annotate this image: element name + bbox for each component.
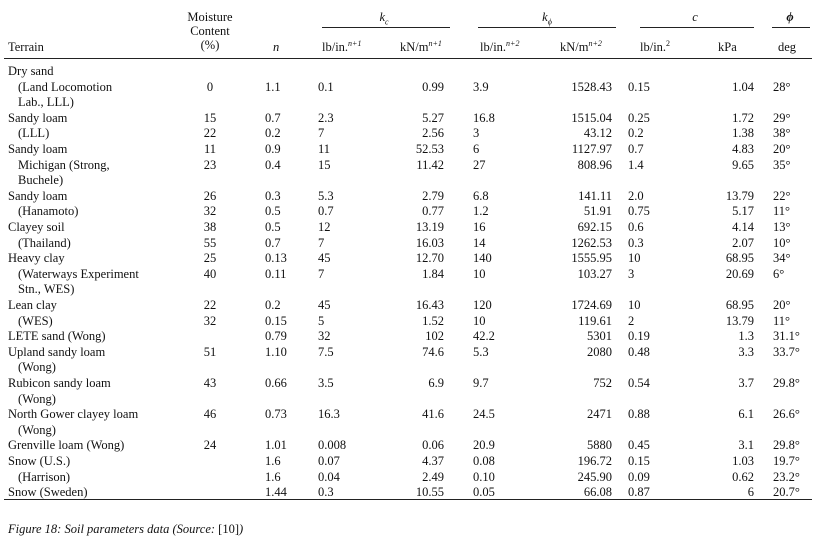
kphi-lb-cell: 0.10: [473, 469, 495, 484]
header-kphi-k: k: [542, 10, 548, 24]
unit-base: lb/in.: [640, 40, 667, 54]
terrain-cell: (Wong): [18, 391, 56, 406]
kc-lb-cell: 0.1: [318, 79, 334, 94]
phi-cell: 20°: [773, 298, 791, 312]
c-lb-cell: 10: [628, 251, 641, 266]
moisture-cell: 55: [203, 235, 217, 250]
c-kpa-cell: 13.79: [725, 313, 754, 328]
header-kphi-unit-lb: [480, 40, 519, 54]
caption-text: Figure 18: Soil parameters data (Source:: [8, 522, 219, 536]
header-n: n: [273, 40, 280, 54]
header-kc-unit-kn: [400, 40, 442, 54]
kc-kn-cell: 4.37: [422, 454, 444, 468]
c-lb-cell: 0.7: [628, 142, 644, 156]
terrain-cell: Clayey soil: [8, 220, 65, 234]
table-row: [0, 469, 814, 485]
c-lb-cell: 2.0: [628, 188, 644, 203]
c-lb-cell: 0.6: [628, 220, 644, 234]
moisture-cell: 25: [203, 251, 217, 266]
phi-cell: 13°: [773, 220, 791, 234]
kphi-kn-cell: 2471: [587, 407, 612, 422]
c-kpa-cell: 3.1: [738, 438, 754, 453]
c-lb-cell: 0.54: [628, 376, 650, 390]
kc-lb-cell: 0.008: [318, 438, 347, 453]
table-row: [0, 188, 814, 204]
kc-lb-cell: 5: [318, 313, 325, 328]
unit-sup: n+1: [428, 38, 442, 48]
phi-cell: 11°: [773, 204, 791, 219]
kc-kn-cell: 0.06: [422, 438, 444, 453]
n-cell: 0.5: [265, 220, 281, 234]
c-kpa-cell: 13.79: [725, 188, 754, 203]
n-cell: 0.7: [265, 235, 281, 250]
phi-cell: 28°: [773, 79, 791, 94]
header-c-unit-lb: [640, 40, 670, 54]
c-lb-cell: 0.25: [628, 110, 650, 125]
kc-lb-cell: 16.3: [318, 407, 340, 422]
kc-lb-cell: 12: [318, 220, 331, 234]
unit-base: lb/in.: [322, 40, 349, 54]
header-phi: ϕ: [786, 10, 794, 24]
unit-sup: n+1: [348, 38, 362, 48]
n-cell: 0.5: [265, 204, 281, 219]
kphi-lb-cell: 14: [473, 235, 486, 250]
table-row: [0, 328, 814, 344]
table-row: [0, 484, 814, 500]
header-c-unit-kpa: kPa: [718, 40, 737, 54]
kphi-lb-cell: 3.9: [473, 79, 489, 94]
kphi-kn-cell: 808.96: [577, 157, 612, 172]
terrain-cell: (Land Locomotion: [18, 79, 113, 94]
terrain-cell: Snow (Sweden): [8, 485, 88, 500]
n-cell: 0.2: [265, 126, 281, 141]
kc-lb-cell: 0.3: [318, 485, 334, 500]
c-kpa-cell: 68.95: [725, 298, 754, 312]
kphi-kn-cell: 245.90: [577, 469, 612, 484]
c-kpa-cell: 6.1: [738, 407, 754, 422]
moisture-cell: 32: [203, 204, 217, 219]
n-cell: 1.10: [265, 344, 287, 359]
moisture-cell: 26: [203, 188, 217, 203]
kc-lb-cell: 45: [318, 298, 331, 312]
c-kpa-cell: 6: [747, 485, 754, 500]
phi-cell: 29.8°: [773, 438, 800, 453]
c-lb-cell: 0.88: [628, 407, 650, 422]
kphi-lb-cell: 3: [473, 126, 480, 141]
kc-kn-cell: 16.03: [415, 235, 444, 250]
kphi-kn-cell: 1528.43: [571, 79, 612, 94]
moisture-cell: 46: [203, 407, 217, 422]
phi-cell: 35°: [773, 157, 791, 172]
c-kpa-cell: 1.72: [732, 110, 754, 125]
table-row: [0, 172, 814, 188]
figure-caption: [8, 522, 243, 537]
n-cell: 0.2: [265, 298, 281, 312]
n-cell: 0.13: [265, 251, 287, 266]
kc-lb-cell: 3.5: [318, 376, 334, 390]
kphi-kn-cell: 103.27: [577, 266, 612, 281]
kc-lb-cell: 7.5: [318, 344, 334, 359]
kphi-kn-cell: 51.91: [583, 204, 612, 219]
kphi-kn-cell: 196.72: [577, 454, 612, 468]
c-kpa-cell: 1.04: [732, 79, 754, 94]
c-lb-cell: 0.48: [628, 344, 650, 359]
terrain-cell: (Wong): [18, 422, 56, 437]
table-row: [0, 235, 814, 251]
kphi-kn-cell: 1724.69: [571, 298, 612, 312]
kc-kn-cell: 0.99: [422, 79, 444, 94]
kphi-lb-cell: 140: [473, 251, 492, 266]
terrain-cell: Lab., LLL): [18, 95, 74, 110]
phi-cell: 31.1°: [773, 329, 800, 344]
kphi-kn-cell: 752: [593, 376, 612, 390]
phi-cell: 29.8°: [773, 376, 800, 390]
header-kphi-unit-kn: [560, 40, 602, 54]
kphi-kn-cell: 1515.04: [571, 110, 612, 125]
n-cell: 0.73: [265, 407, 287, 422]
c-kpa-cell: 4.14: [732, 220, 754, 234]
kphi-lb-cell: 120: [473, 298, 492, 312]
kphi-lb-cell: 27: [473, 157, 486, 172]
caption-reference: [10]: [218, 522, 239, 536]
header-kc-sub: c: [385, 17, 389, 27]
kphi-lb-cell: 0.05: [473, 485, 495, 500]
table-row: [0, 453, 814, 469]
kphi-kn-cell: 43.12: [583, 126, 612, 141]
c-lb-cell: 0.87: [628, 485, 650, 500]
kc-lb-cell: 0.04: [318, 469, 340, 484]
n-cell: 0.11: [265, 266, 287, 281]
kphi-kn-cell: 5301: [587, 329, 612, 344]
rule-table-bottom: [4, 499, 812, 500]
kc-kn-cell: 6.9: [428, 376, 444, 390]
rule-header-bottom: [4, 58, 812, 59]
header-c: c: [692, 10, 698, 24]
header-moisture-content: [178, 10, 242, 52]
phi-cell: 34°: [773, 251, 791, 266]
kphi-kn-cell: 1555.95: [571, 251, 612, 266]
phi-cell: 10°: [773, 235, 791, 250]
n-cell: 0.9: [265, 142, 281, 156]
moisture-cell: 40: [203, 266, 217, 281]
kc-lb-cell: 32: [318, 329, 331, 344]
kc-kn-cell: 52.53: [415, 142, 444, 156]
table-row: [0, 281, 814, 297]
kphi-lb-cell: 42.2: [473, 329, 495, 344]
moisture-cell: 32: [203, 313, 217, 328]
kc-lb-cell: 45: [318, 251, 331, 266]
c-kpa-cell: 3.7: [738, 376, 754, 390]
kphi-kn-cell: 119.61: [578, 313, 612, 328]
moisture-cell: 22: [203, 126, 217, 141]
terrain-cell: (LLL): [18, 126, 50, 141]
table-row: [0, 344, 814, 360]
terrain-cell: Lean clay: [8, 298, 57, 312]
kc-kn-cell: 5.27: [422, 110, 444, 125]
unit-base: kN/m: [560, 40, 589, 54]
terrain-cell: Sandy loam: [8, 188, 68, 203]
c-lb-cell: 0.15: [628, 454, 650, 468]
c-kpa-cell: 9.65: [732, 157, 754, 172]
c-kpa-cell: 2.07: [732, 235, 754, 250]
kphi-lb-cell: 0.08: [473, 454, 495, 468]
n-cell: 1.6: [265, 454, 281, 468]
kphi-lb-cell: 6: [473, 142, 480, 156]
c-lb-cell: 0.19: [628, 329, 650, 344]
kc-lb-cell: 0.7: [318, 204, 334, 219]
moisture-cell: 51: [203, 344, 217, 359]
c-lb-cell: 2: [628, 313, 635, 328]
c-lb-cell: 1.4: [628, 157, 644, 172]
kc-lb-cell: 2.3: [318, 110, 334, 125]
header-kc-k: k: [379, 10, 385, 24]
n-cell: 0.4: [265, 157, 281, 172]
rule-kphi: [478, 27, 616, 28]
header-kc: [318, 10, 450, 27]
terrain-cell: Upland sandy loam: [8, 344, 106, 359]
table-row: [0, 110, 814, 126]
table-row: [0, 79, 814, 95]
n-cell: 0.3: [265, 188, 281, 203]
c-lb-cell: 3: [628, 266, 635, 281]
header-terrain: Terrain: [8, 40, 44, 54]
terrain-cell: Sandy loam: [8, 142, 68, 156]
c-lb-cell: 0.2: [628, 126, 644, 141]
unit-sup: n+2: [506, 38, 520, 48]
moisture-cell: 15: [203, 110, 217, 125]
table-row: [0, 250, 814, 266]
table-row: [0, 359, 814, 375]
kc-lb-cell: 5.3: [318, 188, 334, 203]
rule-phi: [772, 27, 810, 28]
moisture-cell: 0: [206, 79, 214, 94]
n-cell: 0.7: [265, 110, 281, 125]
rule-kc: [322, 27, 450, 28]
terrain-cell: (Hanamoto): [18, 204, 79, 219]
kphi-kn-cell: 2080: [587, 344, 612, 359]
c-kpa-cell: 1.38: [732, 126, 754, 141]
n-cell: 1.01: [265, 438, 287, 453]
unit-base: lb/in.: [480, 40, 507, 54]
c-lb-cell: 0.45: [628, 438, 650, 453]
header-kphi: [478, 10, 616, 27]
kc-kn-cell: 74.6: [422, 344, 444, 359]
unit-base: kN/m: [400, 40, 429, 54]
c-lb-cell: 10: [628, 298, 641, 312]
kc-kn-cell: 2.79: [422, 188, 444, 203]
table-row: [0, 219, 814, 235]
header-moisture-line1: Moisture: [187, 10, 233, 24]
terrain-cell: Stn., WES): [18, 282, 75, 297]
kc-lb-cell: 0.07: [318, 454, 340, 468]
moisture-cell: 11: [203, 142, 217, 156]
n-cell: 1.6: [265, 469, 281, 484]
terrain-cell: Michigan (Strong,: [18, 157, 110, 172]
kc-lb-cell: 15: [318, 157, 331, 172]
phi-cell: 33.7°: [773, 344, 800, 359]
kphi-lb-cell: 16: [473, 220, 486, 234]
phi-cell: 11°: [773, 313, 791, 328]
table-row: [0, 297, 814, 313]
kc-lb-cell: 7: [318, 266, 325, 281]
phi-cell: 20.7°: [773, 485, 800, 500]
table-row: [0, 437, 814, 453]
terrain-cell: LETE sand (Wong): [8, 329, 106, 344]
phi-cell: 23.2°: [773, 469, 800, 484]
rule-c: [640, 27, 754, 28]
table-row: [0, 157, 814, 173]
unit-sup: n+2: [588, 38, 602, 48]
kc-lb-cell: 7: [318, 126, 325, 141]
kphi-lb-cell: 5.3: [473, 344, 489, 359]
moisture-cell: 22: [203, 298, 217, 312]
c-lb-cell: 0.75: [628, 204, 650, 219]
phi-cell: 29°: [773, 110, 791, 125]
kc-kn-cell: 16.43: [415, 298, 444, 312]
phi-cell: 26.6°: [773, 407, 800, 422]
c-lb-cell: 0.3: [628, 235, 644, 250]
kc-kn-cell: 13.19: [415, 220, 444, 234]
kphi-lb-cell: 24.5: [473, 407, 495, 422]
unit-sup: 2: [666, 38, 671, 48]
c-lb-cell: 0.09: [628, 469, 650, 484]
kphi-lb-cell: 1.2: [473, 204, 489, 219]
kc-kn-cell: 41.6: [422, 407, 444, 422]
kphi-kn-cell: 66.08: [583, 485, 612, 500]
c-kpa-cell: 20.69: [725, 266, 754, 281]
kc-kn-cell: 12.70: [415, 251, 444, 266]
table-row: [0, 375, 814, 391]
terrain-cell: Grenville loam (Wong): [8, 438, 125, 453]
kphi-kn-cell: 692.15: [577, 220, 612, 234]
header-kc-unit-lb: [322, 40, 361, 54]
kc-lb-cell: 7: [318, 235, 325, 250]
header-moisture-line2: Content: [190, 24, 230, 38]
terrain-cell: Sandy loam: [8, 110, 68, 125]
table-row: [0, 313, 814, 329]
n-cell: 0.79: [265, 329, 287, 344]
phi-cell: 38°: [773, 126, 791, 141]
kc-kn-cell: 2.49: [422, 469, 444, 484]
kphi-kn-cell: 141.11: [578, 188, 612, 203]
terrain-cell: (Harrison): [18, 469, 71, 484]
c-kpa-cell: 0.62: [732, 469, 754, 484]
kc-kn-cell: 2.56: [422, 126, 444, 141]
table-row: [0, 406, 814, 422]
phi-cell: 6°: [773, 266, 785, 281]
table-row: [0, 422, 814, 438]
kphi-kn-cell: 1262.53: [571, 235, 612, 250]
kphi-lb-cell: 6.8: [473, 188, 489, 203]
phi-cell: 20°: [773, 142, 791, 156]
c-kpa-cell: 5.17: [732, 204, 754, 219]
table-row: [0, 94, 814, 110]
n-cell: 0.66: [265, 376, 287, 390]
table-row: [0, 391, 814, 407]
header-moisture-line3: (%): [200, 38, 220, 52]
kc-kn-cell: 0.77: [422, 204, 444, 219]
terrain-cell: (Thailand): [18, 235, 71, 250]
c-kpa-cell: 1.3: [738, 329, 754, 344]
terrain-cell: Dry sand: [8, 64, 54, 78]
terrain-cell: (Waterways Experiment: [18, 266, 139, 281]
kphi-kn-cell: 1127.97: [571, 142, 612, 156]
c-kpa-cell: 3.3: [738, 344, 754, 359]
c-lb-cell: 0.15: [628, 79, 650, 94]
terrain-cell: Snow (U.S.): [8, 454, 71, 468]
kc-kn-cell: 1.84: [422, 266, 444, 281]
terrain-cell: (WES): [18, 313, 53, 328]
kphi-lb-cell: 10: [473, 266, 486, 281]
kc-kn-cell: 11.42: [416, 157, 444, 172]
table-row: [0, 63, 814, 79]
n-cell: 1.1: [265, 79, 281, 94]
moisture-cell: 23: [203, 157, 217, 172]
c-kpa-cell: 1.03: [732, 454, 754, 468]
terrain-cell: Buchele): [18, 173, 64, 188]
header-phi-unit: deg: [778, 40, 797, 54]
kphi-kn-cell: 5880: [587, 438, 612, 453]
moisture-cell: 24: [203, 438, 217, 453]
terrain-cell: Heavy clay: [8, 251, 65, 266]
kc-kn-cell: 10.55: [415, 485, 444, 500]
c-kpa-cell: 68.95: [725, 251, 754, 266]
table-row: [0, 125, 814, 141]
kphi-lb-cell: 10: [473, 313, 486, 328]
kc-kn-cell: 102: [425, 329, 444, 344]
caption-end: ): [238, 522, 244, 536]
table-row: [0, 141, 814, 157]
kc-kn-cell: 1.52: [422, 313, 444, 328]
phi-cell: 22°: [773, 188, 791, 203]
n-cell: 1.44: [265, 485, 287, 500]
terrain-cell: Rubicon sandy loam: [8, 376, 111, 390]
header-kphi-sub: ϕ: [547, 17, 552, 27]
kphi-lb-cell: 9.7: [473, 376, 489, 390]
moisture-cell: 43: [203, 376, 217, 390]
kphi-lb-cell: 20.9: [473, 438, 495, 453]
n-cell: 0.15: [265, 313, 287, 328]
kphi-lb-cell: 16.8: [473, 110, 495, 125]
moisture-cell: 38: [203, 220, 217, 234]
terrain-cell: North Gower clayey loam: [8, 407, 139, 422]
table-row: [0, 203, 814, 219]
c-kpa-cell: 4.83: [732, 142, 754, 156]
phi-cell: 19.7°: [773, 454, 800, 468]
terrain-cell: (Wong): [18, 360, 56, 375]
kc-lb-cell: 11: [318, 142, 331, 156]
table-row: [0, 266, 814, 282]
